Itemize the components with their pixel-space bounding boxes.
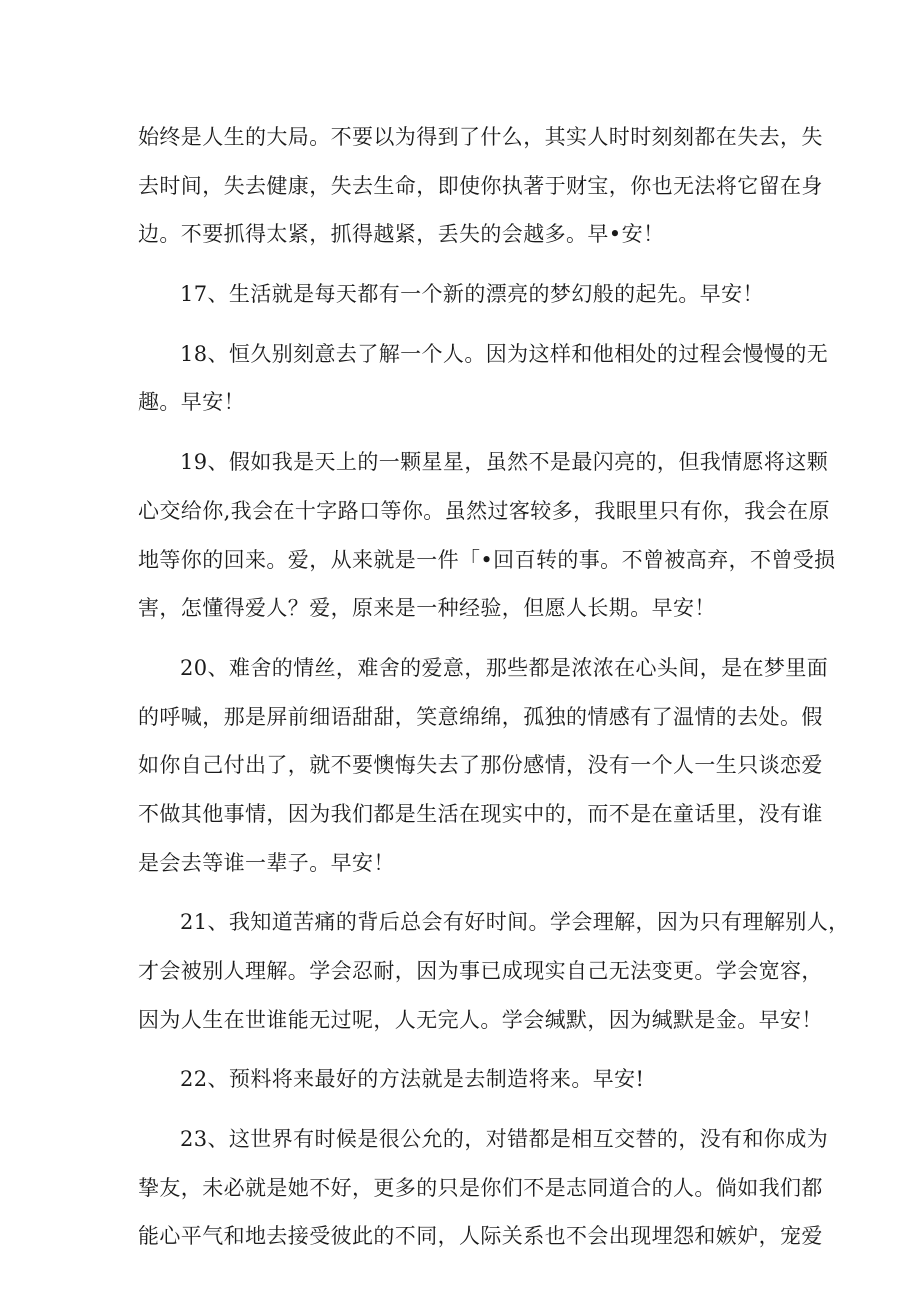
text-line: 如你自己付出了，就不要懊悔失去了那份感情，没有一个人一生只谈恋爱 xyxy=(138,753,823,778)
text-line: 因为人生在世谁能无过呢，人无完人。学会缄默，因为缄默是金。早安！ xyxy=(138,1007,823,1032)
paragraph-16-continuation xyxy=(138,113,823,259)
text-line: 17、生活就是每天都有一个新的漂亮的梦幻般的起先。早安！ xyxy=(180,282,764,307)
paragraph-23 xyxy=(138,1115,829,1261)
text-line: 才会被别人理解。学会忍耐，因为事已成现实自己无法变更。学会宽容， xyxy=(138,959,823,983)
text-line: 的呼喊，那是屏前细语甜甜，笑意绵绵，孤独的情感有了温情的去处。假 xyxy=(138,704,823,729)
text-line: 是会去等谁一辈子。早安！ xyxy=(138,850,395,875)
paragraph-21 xyxy=(138,898,850,1044)
text-line: 害，怎懂得爱人？爱，原来是一种经验，但愿人长期。早安！ xyxy=(138,596,716,621)
paragraph-20 xyxy=(138,644,829,887)
text-line: 不做其他事情，因为我们都是生活在现实中的，而不是在童话里，没有谁 xyxy=(138,801,823,826)
text-line: 19、假如我是天上的一颗星星，虽然不是最闪亮的，但我情愿将这颗 xyxy=(180,450,829,475)
text-line: 能心平气和地去接受彼此的不同，人际关系也不会出现埋怨和嫉妒，宠爱 xyxy=(138,1224,823,1249)
paragraph-17 xyxy=(138,270,788,319)
text-line: 23、这世界有时候是很公允的，对错都是相互交替的，没有和你成为 xyxy=(180,1127,829,1152)
paragraph-22 xyxy=(138,1055,788,1104)
paragraph-18 xyxy=(138,330,829,427)
document-body xyxy=(138,113,850,1261)
text-line: 心交给你,我会在十字路口等你。虽然过客较多，我眼里只有你，我会在原 xyxy=(138,498,830,523)
text-line: 18、恒久别刻意去了解一个人。因为这样和他相处的过程会慢慢的无 xyxy=(180,341,829,366)
text-line: 去时间，失去健康，失去生命，即使你执著于财宝，你也无法将它留在身 xyxy=(138,173,823,198)
text-line: 地等你的回来。爱，从来就是一件「•回百转的事。不曾被高弃，不曾受损 xyxy=(138,547,836,572)
text-line: 22、预料将来最好的方法就是去制造将来。早安! xyxy=(180,1067,645,1092)
text-line: 边。不要抓得太紧，抓得越紧，丢失的会越多。早•安！ xyxy=(138,222,665,247)
text-line: 挚友，未必就是她不好，更多的只是你们不是志同道合的人。倘如我们都 xyxy=(138,1175,823,1200)
paragraph-19 xyxy=(138,438,836,633)
text-line: 趣。早安！ xyxy=(138,390,245,415)
text-line: 21、我知道苦痛的背后总会有好时间。学会理解，因为只有理解别人， xyxy=(180,910,850,935)
text-line: 始终是人生的大局。不要以为得到了什么，其实人时时刻刻都在失去，失 xyxy=(138,125,823,149)
text-line: 20、难舍的情丝，难舍的爱意，那些都是浓浓在心头间，是在梦里面 xyxy=(180,655,829,680)
